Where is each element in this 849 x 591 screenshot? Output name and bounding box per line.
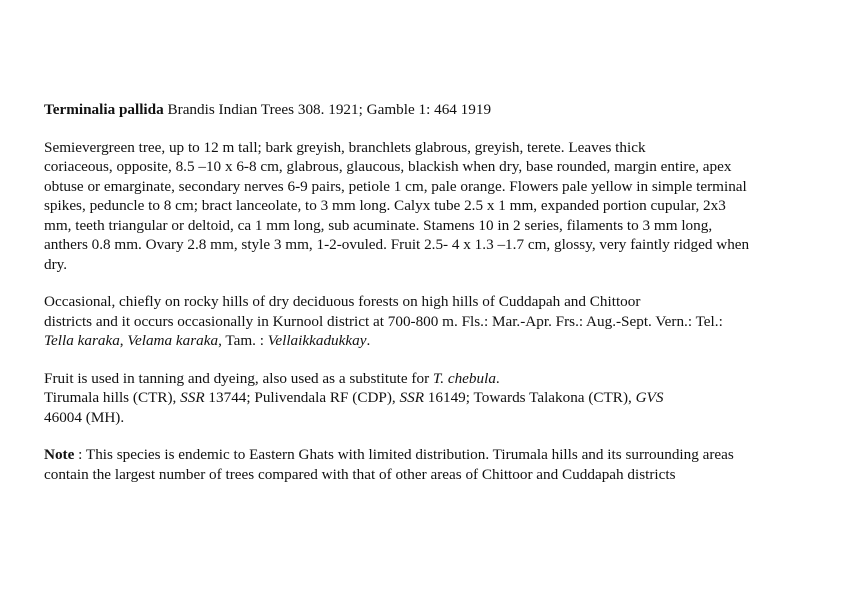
vernacular-name: Velama karaka: [127, 332, 219, 349]
specimen-text: 16149; Towards Talakona (CTR),: [424, 389, 636, 406]
vernacular-names-line: [44, 331, 834, 351]
species-name: Terminalia pallida: [44, 101, 164, 118]
specimens-line: [44, 388, 834, 408]
document-page: [44, 100, 834, 484]
separator-text: ,: [119, 332, 128, 349]
description-line: Semievergreen tree, up to 12 m tall; bark greyish, branchlets glabrous, greyish, terete. Leaves thick: [44, 138, 646, 156]
specimens-line: 46004 (MH).: [44, 408, 125, 426]
description-line: dry.: [44, 255, 68, 273]
separator-text: .: [495, 369, 500, 387]
uses-text: Fruit is used in tanning and dyeing, also used as a substitute for: [44, 369, 433, 387]
description-line: coriaceous, opposite, 8.5 –10 x 6-8 cm, glabrous, glaucous, blackish when dry, base rounded, margin entire, apex: [44, 158, 732, 175]
note-line: [44, 445, 834, 465]
related-species: T. chebula: [432, 369, 496, 387]
distribution-line: Occasional, chiefly on rocky hills of dry deciduous forests on high hills of Cuddapah and Chittoor: [44, 293, 641, 310]
note-text: : This species is endemic to Eastern Ghats with limited distribution. Tirumala hills and its surrounding areas: [74, 446, 734, 463]
description-line: anthers 0.8 mm. Ovary 2.8 mm, style 3 mm, 1-2-ovuled. Fruit 2.5- 4 x 1.3 –1.7 cm, glossy, very faintly ridged when: [44, 236, 750, 253]
collector-code: SSR: [399, 389, 424, 406]
species-citation: Brandis Indian Trees 308. 1921; Gamble 1: 464 1919: [163, 101, 492, 118]
description-line: mm, teeth triangular or deltoid, ca 1 mm long, sub acuminate. Stamens 10 in 2 series, filaments to 3 mm long,: [44, 216, 713, 234]
specimen-text: Tirumala hills (CTR),: [44, 389, 181, 406]
vernacular-name: Vellaikkadukkay: [267, 332, 367, 349]
specimen-text: 13744; Pulivendala RF (CDP),: [204, 389, 400, 406]
description-line: spikes, peduncle to 8 cm; bract lanceolate, to 3 mm long. Calyx tube 2.5 x 1 mm, expanded portion cupular, 2x3: [44, 197, 726, 214]
distribution-line: districts and it occurs occasionally in Kurnool district at 700-800 m. Fls.: Mar.-Apr. Frs.: Aug.-Sept. Vern.: Tel.:: [44, 312, 723, 330]
description-line: obtuse or emarginate, secondary nerves 6-9 pairs, petiole 1 cm, pale orange. Flowers pale yellow in simple terminal: [44, 177, 747, 195]
uses-paragraph: [44, 369, 834, 428]
separator-text: .: [366, 332, 371, 349]
vernacular-name: Tella karaka: [44, 332, 120, 349]
note-paragraph: [44, 445, 834, 484]
collector-code: SSR: [180, 389, 205, 406]
distribution-paragraph: [44, 292, 834, 351]
collector-code: GVS: [635, 389, 664, 406]
note-label: Note: [44, 446, 75, 463]
uses-line: [44, 369, 834, 389]
species-heading: [44, 100, 834, 120]
separator-text: , Tam. :: [218, 332, 268, 349]
note-line: contain the largest number of trees compared with that of other areas of Chittoor and Cuddapah districts: [44, 465, 676, 483]
description-paragraph: [44, 138, 834, 275]
